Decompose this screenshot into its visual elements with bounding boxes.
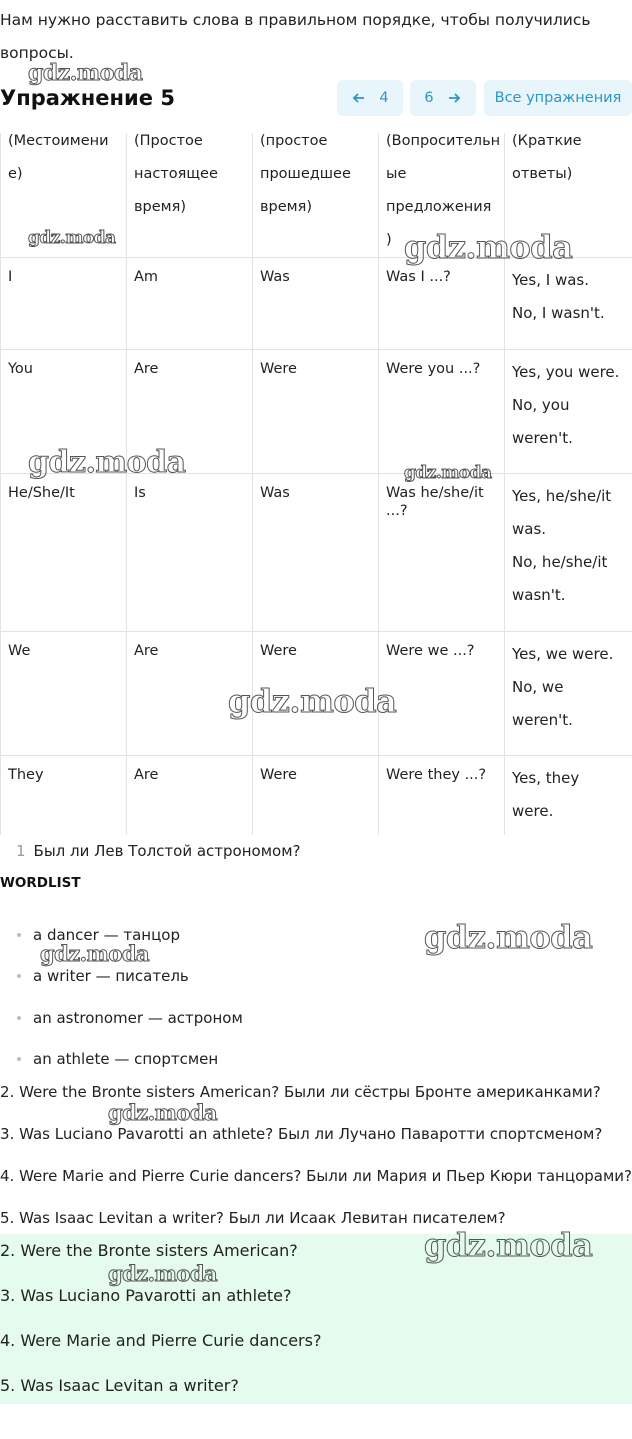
answer-yes: Yes, you were. bbox=[512, 363, 620, 381]
page-title: Упражнение 5 bbox=[0, 86, 175, 110]
arrow-left-icon bbox=[351, 90, 367, 106]
short-answer-cell bbox=[505, 350, 632, 474]
pronoun-cell: We bbox=[1, 632, 127, 756]
arrow-right-icon bbox=[446, 90, 462, 106]
question-cell: Were we ...? bbox=[379, 632, 505, 756]
present-cell: Are bbox=[127, 350, 253, 474]
table-head-cell: (простое прошедшее время) bbox=[253, 133, 379, 258]
prev-exercise-label: 4 bbox=[379, 90, 389, 106]
wordlist-item bbox=[17, 1050, 218, 1068]
table-head-cell: (Простое настоящее время) bbox=[127, 133, 253, 258]
bullet-icon bbox=[17, 1016, 21, 1020]
table-row bbox=[1, 756, 632, 836]
present-cell: Are bbox=[127, 756, 253, 836]
watermark: gdz.moda bbox=[424, 918, 593, 956]
answer-line: 5. Was Isaac Levitan a writer? bbox=[0, 1376, 239, 1395]
question-cell: Was he/she/it ...? bbox=[379, 474, 505, 632]
pronoun-cell: He/She/It bbox=[1, 474, 127, 632]
watermark: gdz.moda bbox=[404, 228, 573, 266]
wordlist-item bbox=[17, 1009, 243, 1027]
question-cell: Was I ...? bbox=[379, 258, 505, 350]
pronoun-cell: They bbox=[1, 756, 127, 836]
past-cell: Were bbox=[253, 350, 379, 474]
question-cell: Were they ...? bbox=[379, 756, 505, 836]
bullet-icon bbox=[17, 1057, 21, 1061]
watermark: gdz.moda bbox=[424, 1226, 593, 1264]
answer-no: No, he/she/it wasn't. bbox=[512, 553, 608, 604]
wordlist-item bbox=[17, 967, 189, 985]
question-line: 2. Were the Bronte sisters American? Были ли сёстры Бронте американками? bbox=[0, 1083, 601, 1101]
question-line: 5. Was Isaac Levitan a writer? Был ли Исаак Левитан писателем? bbox=[0, 1209, 506, 1227]
present-cell: Am bbox=[127, 258, 253, 350]
next-exercise-button[interactable] bbox=[410, 80, 476, 116]
wordlist-text: a dancer — танцор bbox=[33, 926, 181, 944]
watermark: gdz.moda bbox=[404, 463, 492, 483]
question-number: 1 bbox=[16, 842, 26, 860]
short-answer-cell bbox=[505, 756, 632, 836]
past-cell: Were bbox=[253, 756, 379, 836]
watermark: gdz.moda bbox=[108, 1261, 218, 1286]
watermark: gdz.moda bbox=[28, 228, 116, 248]
table-row bbox=[1, 258, 632, 350]
past-cell: Was bbox=[253, 258, 379, 350]
table-head-cell: (Вопросительн ые предложения ) bbox=[379, 133, 505, 258]
next-exercise-label: 6 bbox=[424, 90, 434, 106]
table-row bbox=[1, 474, 632, 632]
bullet-icon bbox=[17, 933, 21, 937]
answer-line: 4. Were Marie and Pierre Curie dancers? bbox=[0, 1331, 322, 1350]
watermark: gdz.moda bbox=[28, 445, 186, 480]
answer-line: 2. Were the Bronte sisters American? bbox=[0, 1241, 298, 1260]
wordlist-text: an athlete — спортсмен bbox=[33, 1050, 219, 1068]
answer-no: No, you weren't. bbox=[512, 396, 573, 447]
intro-text: Нам нужно расставить слова в правильном порядке, чтобы получились вопросы. bbox=[0, 11, 591, 62]
answer-yes: Yes, they were. bbox=[512, 769, 580, 820]
question-text: Был ли Лев Толстой астрономом? bbox=[33, 842, 301, 860]
table-head-cell: (Краткие ответы) bbox=[505, 133, 632, 258]
bullet-icon bbox=[17, 974, 21, 978]
question-1 bbox=[16, 842, 301, 860]
watermark: gdz.moda bbox=[228, 682, 397, 720]
wordlist-text: an astronomer — астроном bbox=[33, 1009, 243, 1027]
present-cell: Are bbox=[127, 632, 253, 756]
wordlist-heading: WORDLIST bbox=[0, 875, 81, 891]
answer-yes: Yes, I was. bbox=[512, 271, 589, 289]
past-cell: Were bbox=[253, 632, 379, 756]
short-answer-cell bbox=[505, 258, 632, 350]
watermark: gdz.moda bbox=[108, 1100, 218, 1125]
question-line: 4. Were Marie and Pierre Curie dancers? Были ли Мария и Пьер Кюри танцорами? bbox=[0, 1167, 632, 1185]
watermark: gdz.moda bbox=[28, 60, 143, 86]
pronoun-cell: You bbox=[1, 350, 127, 474]
all-exercises-button[interactable]: Все упражнения bbox=[484, 80, 632, 116]
answer-yes: Yes, we were. bbox=[512, 645, 614, 663]
answer-no: No, I wasn't. bbox=[512, 304, 605, 322]
present-cell: Is bbox=[127, 474, 253, 632]
wordlist-text: a writer — писатель bbox=[33, 967, 189, 985]
watermark: gdz.moda bbox=[40, 941, 150, 966]
question-cell: Were you ...? bbox=[379, 350, 505, 474]
pronoun-cell: I bbox=[1, 258, 127, 350]
prev-exercise-button[interactable] bbox=[337, 80, 403, 116]
answer-no: No, we weren't. bbox=[512, 678, 573, 729]
table-head-cell: (Местоимени е) bbox=[1, 133, 127, 258]
short-answer-cell bbox=[505, 474, 632, 632]
short-answer-cell bbox=[505, 632, 632, 756]
question-line: 3. Was Luciano Pavarotti an athlete? Был ли Лучано Паваротти спортсменом? bbox=[0, 1125, 603, 1143]
past-cell: Was bbox=[253, 474, 379, 632]
answer-line: 3. Was Luciano Pavarotti an athlete? bbox=[0, 1286, 292, 1305]
answer-yes: Yes, he/she/it was. bbox=[512, 487, 612, 538]
